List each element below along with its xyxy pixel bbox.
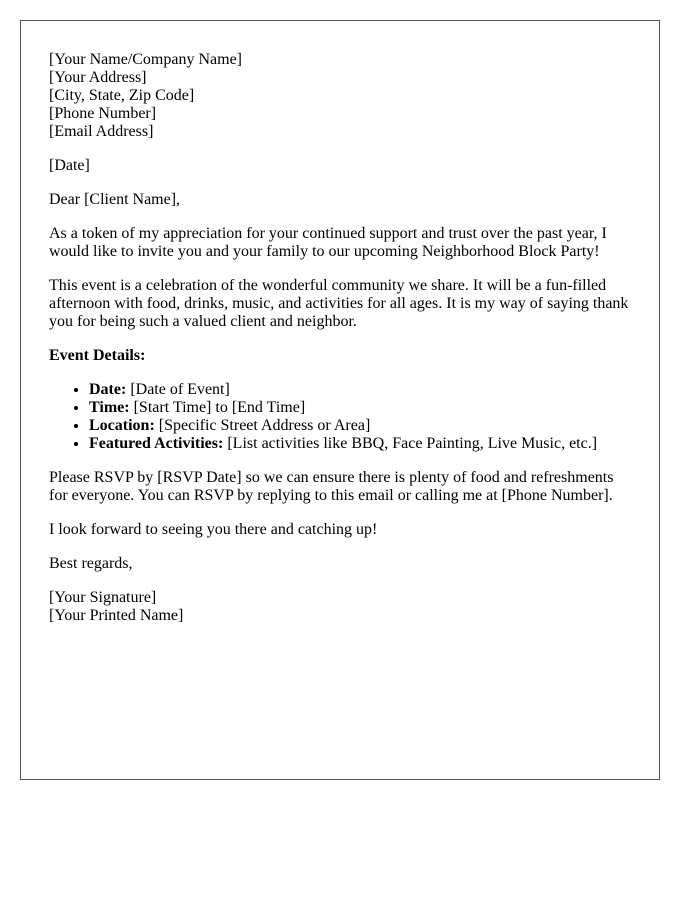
sender-phone: [Phone Number] [49, 105, 157, 122]
signature-block [49, 589, 631, 625]
intro-paragraph: As a token of my appreciation for your continued support and trust over the past year, I would like to invite you and your family to our upcoming Neighborhood Block Party! [49, 225, 607, 260]
sender-name: [Your Name/Company Name] [49, 51, 243, 68]
detail-value: [Specific Street Address or Area] [154, 417, 371, 434]
signoff: Best regards, [49, 555, 133, 572]
detail-value: [Date of Event] [126, 381, 230, 398]
detail-label: Location: [89, 417, 155, 434]
sender-email: [Email Address] [49, 123, 154, 140]
salutation: Dear [Client Name], [49, 191, 181, 208]
detail-value: [List activities like BBQ, Face Painting, Live Music, etc.] [223, 435, 598, 452]
list-item [89, 381, 631, 399]
letter-document [20, 20, 660, 780]
list-item [89, 435, 631, 453]
event-details-list [49, 381, 631, 453]
signature-line: [Your Signature] [49, 589, 157, 606]
sender-city: [City, State, Zip Code] [49, 87, 195, 104]
event-paragraph: This event is a celebration of the wonderful community we share. It will be a fun-filled afternoon with food, drinks, music, and activities for all ages. It is my way of saying thank you for being such a valued client and neighbor. [49, 277, 629, 330]
sender-address: [Your Address] [49, 69, 147, 86]
list-item [89, 399, 631, 417]
rsvp-paragraph: Please RSVP by [RSVP Date] so we can ensure there is plenty of food and refreshments for everyone. You can RSVP by replying to this email or calling me at [Phone Number]. [49, 469, 614, 504]
detail-value: [Start Time] to [End Time] [129, 399, 306, 416]
letter-date: [Date] [49, 157, 90, 174]
printed-name: [Your Printed Name] [49, 607, 184, 624]
detail-label: Featured Activities: [89, 435, 224, 452]
sender-block [49, 51, 631, 141]
detail-label: Time: [89, 399, 130, 416]
detail-label: Date: [89, 381, 127, 398]
list-item [89, 417, 631, 435]
closing-paragraph: I look forward to seeing you there and catching up! [49, 521, 378, 538]
event-details-heading: Event Details: [49, 347, 146, 364]
